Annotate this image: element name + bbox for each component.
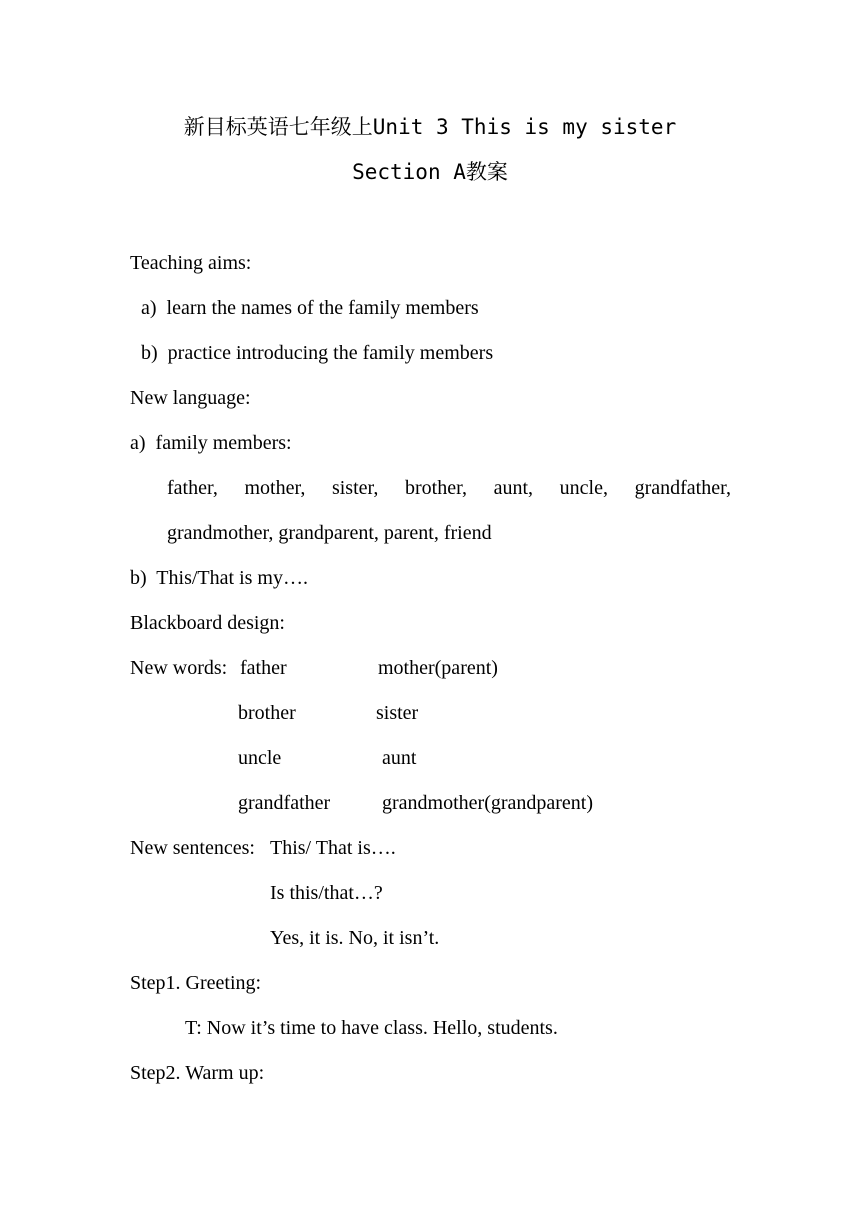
new-word: grandfather	[238, 792, 331, 814]
family-word: aunt,	[493, 477, 534, 499]
sentence-pattern-label: b) This/That is my….	[130, 567, 308, 589]
new-words-label: New words:	[130, 657, 233, 679]
family-word: mother,	[244, 477, 306, 499]
new-sentence: This/ That is….	[270, 837, 396, 859]
family-word: grandfather,	[634, 477, 731, 499]
new-sentence: Yes, it is. No, it isn’t.	[270, 927, 440, 949]
new-word: aunt	[382, 747, 417, 769]
new-sentences-label: New sentences:	[130, 837, 260, 859]
new-word: grandmother(grandparent)	[382, 792, 594, 814]
new-language-heading: New language:	[130, 387, 251, 409]
family-word: uncle,	[559, 477, 608, 499]
family-words-row: grandmother, grandparent, parent, friend	[167, 522, 492, 544]
teaching-aim-item: b) practice introducing the family members	[141, 342, 494, 364]
step-heading: Step1. Greeting:	[130, 972, 262, 994]
family-word: sister,	[331, 477, 379, 499]
new-word: sister	[376, 702, 419, 724]
new-word: mother(parent)	[378, 657, 498, 679]
family-word: brother,	[405, 477, 467, 499]
new-word: father	[240, 657, 287, 679]
new-word: uncle	[238, 747, 282, 769]
step-content: T: Now it’s time to have class. Hello, students.	[185, 1017, 558, 1039]
family-words-row	[167, 474, 731, 502]
new-sentence: Is this/that…?	[270, 882, 383, 904]
teaching-aim-item: a) learn the names of the family members	[141, 297, 479, 319]
new-word: brother	[238, 702, 296, 724]
document-subtitle: Section A教案	[352, 160, 508, 184]
blackboard-heading: Blackboard design:	[130, 612, 285, 634]
step-heading: Step2. Warm up:	[130, 1062, 265, 1084]
document-title: 新目标英语七年级上Unit 3 This is my sister	[183, 115, 677, 139]
teaching-aims-heading: Teaching aims:	[130, 252, 252, 274]
family-word: father,	[167, 477, 218, 499]
family-members-label: a) family members:	[130, 432, 292, 454]
